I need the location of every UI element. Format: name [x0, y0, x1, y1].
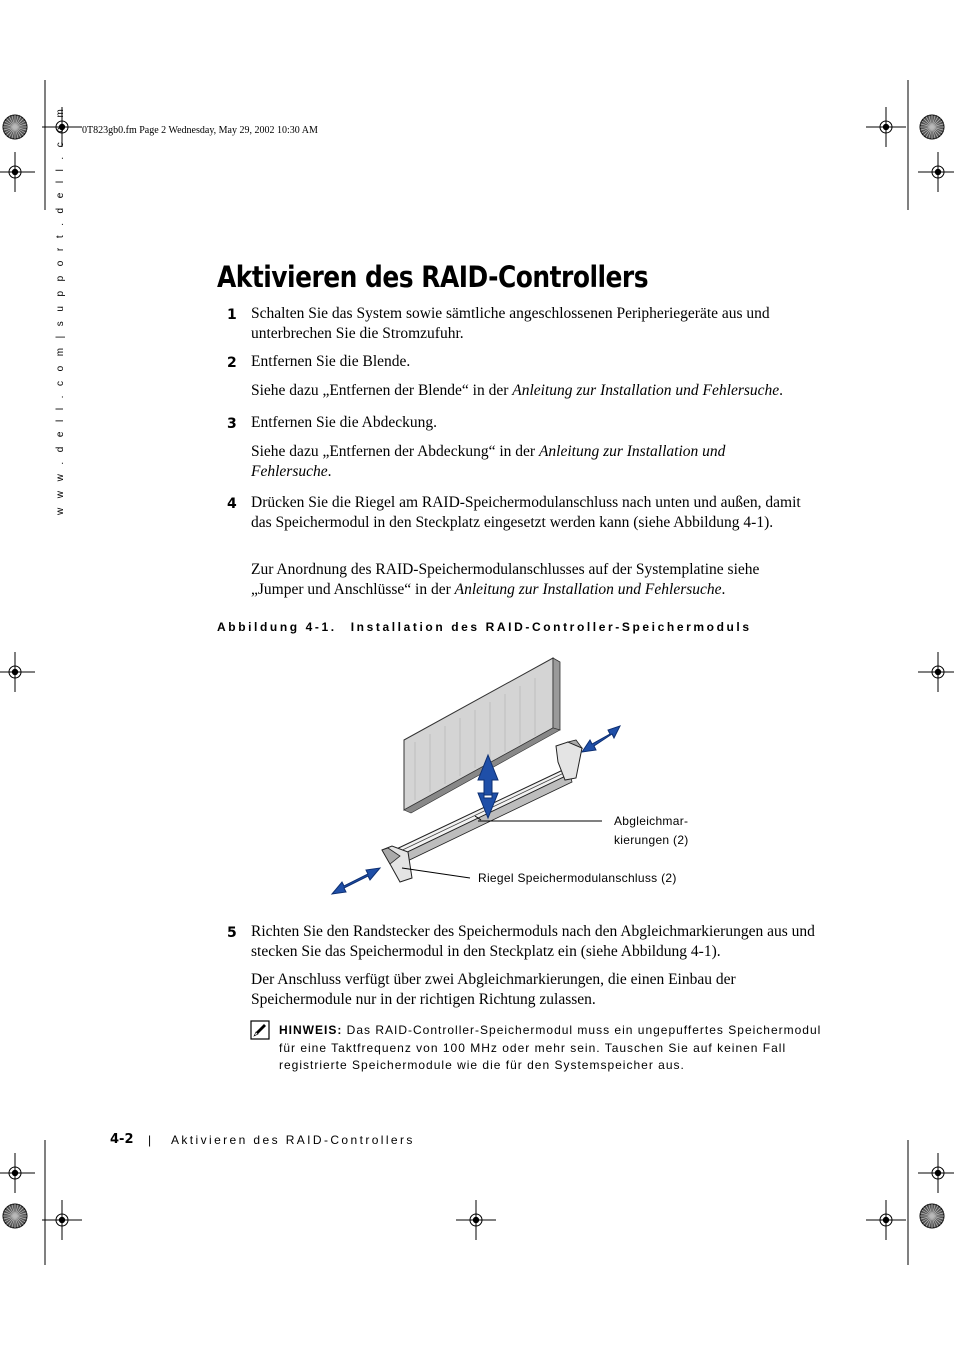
step-text: Drücken Sie die Riegel am RAID-Speichermodulanschluss nach unten und außen, damit das Speichermodul in den Steckplatz eingesetzt werden kann (siehe Abbildung 4-1). [251, 494, 801, 531]
step-number: 1 [227, 307, 237, 323]
memory-module-illustration [320, 650, 720, 900]
notice-box [279, 1022, 824, 1075]
file-stamp: 0T823gb0.fm Page 2 Wednesday, May 29, 2002 10:30 AM [82, 125, 318, 136]
page-title: Aktivieren des RAID-Controllers [217, 260, 649, 294]
footer-separator: | [148, 1133, 152, 1147]
sidebar-url: w w w . d e l l . c o m | s u p p o r t . d e l l . c o m [55, 105, 66, 515]
step-number: 5 [227, 925, 237, 941]
pencil-note-icon [250, 1020, 270, 1040]
step-note: Der Anschluss verfügt über zwei Abgleichmarkierungen, die einen Einbau der Speichermodule nur in der richtigen Richtung zulassen. [251, 971, 736, 1008]
latch-arrows-left [332, 868, 380, 894]
callout-alignment-marks: Abgleichmar- kierungen (2) [614, 814, 689, 847]
figure-title: Installation des RAID-Controller-Speichermoduls [350, 620, 752, 634]
latch-arrows-right [582, 726, 620, 752]
step-number: 3 [227, 416, 237, 432]
step-text: Entfernen Sie die Abdeckung. [251, 414, 437, 431]
footer-page-number: 4-2 [110, 1132, 134, 1147]
step-number: 2 [227, 355, 237, 371]
figure-label: Abbildung 4-1. [217, 620, 337, 634]
step-text: Schalten Sie das System sowie sämtliche angeschlossenen Peripheriegeräte aus und unterbrechen Sie die Stromzufuhr. [251, 305, 770, 342]
step-note: Zur Anordnung des RAID-Speichermodulanschlusses auf der Systemplatine siehe „Jumper und Anschlüsse“ in der Anleitung zur Installation und Fehlersuche. [251, 561, 760, 598]
figure-caption [217, 620, 752, 634]
step-note: Siehe dazu „Entfernen der Blende“ in der Anleitung zur Installation und Fehlersuche. [251, 382, 784, 399]
connector-latch-left [382, 846, 412, 882]
step-text: Richten Sie den Randstecker des Speichermoduls nach den Abgleichmarkierungen aus und stecken Sie das Speichermodul in den Steckplatz ein (siehe Abbildung 4-1). [251, 923, 815, 960]
step-text: Entfernen Sie die Blende. [251, 353, 411, 370]
footer-chapter-title: Aktivieren des RAID-Controllers [171, 1133, 415, 1147]
notice-text: Das RAID-Controller-Speichermodul muss ein ungepuffertes Speichermodul für eine Taktfrequenz von 100 MHz oder mehr sein. Tauschen Sie auf keinen Fall registrierte Speichermodule wie die für den Systemspeicher aus. [279, 1023, 822, 1072]
callout-latch: Riegel Speichermodulanschluss (2) [478, 871, 677, 885]
step-number: 4 [227, 496, 237, 512]
step-note: Siehe dazu „Entfernen der Abdeckung“ in der Anleitung zur Installation und Fehlersuche. [251, 443, 726, 480]
notice-label: HINWEIS: [279, 1023, 343, 1037]
